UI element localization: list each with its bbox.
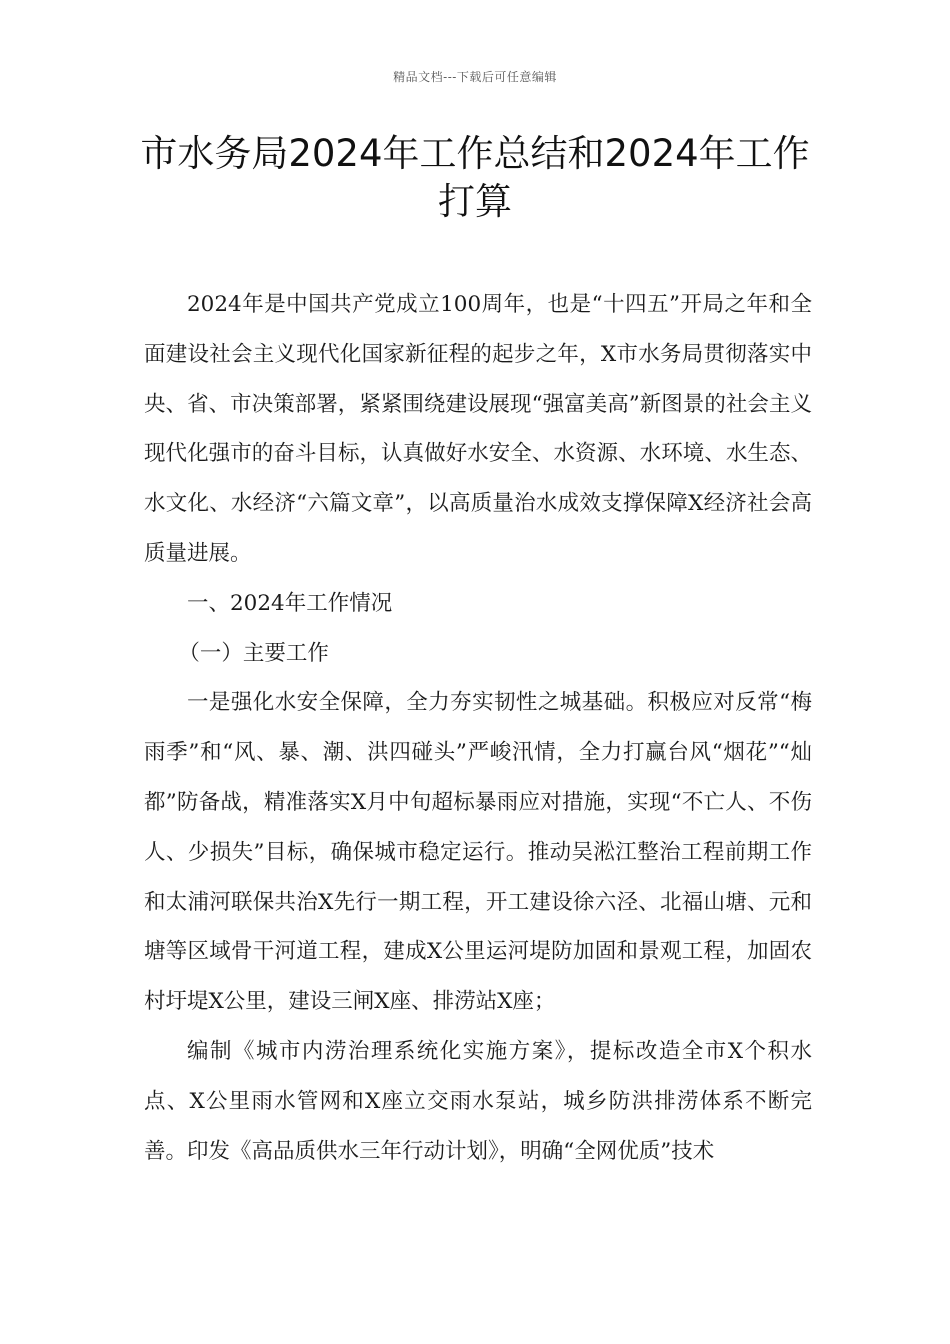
section-heading: 一、2024年工作情况	[187, 590, 393, 616]
intro-paragraph: 2024年是中国共产党成立100周年，也是“十四五”开局之年和全面建设社会主义现代化国家新征程的起步之年，X市水务局贯彻落实中央、省、市决策部署，紧紧围绕建设展现“强富美高”新图景的社会主义现代化强市的奋斗目标，认真做好水安全、水资源、水环境、水生态、水文化、水经济“六篇文章”，以高质量治水成效支撑保障X经济社会高质量进展。	[144, 292, 812, 566]
header-note: 精品文档---下载后可任意编辑	[393, 70, 557, 84]
work-item-paragraph: 编制《城市内涝治理系统化实施方案》，提标改造全市X个积水点、X公里雨水管网和X座立交雨水泵站，城乡防洪排涝体系不断完善。印发《高品质供水三年行动计划》，明确“全网优质”技术	[144, 1038, 812, 1164]
work-item-paragraph: 一是强化水安全保障，全力夯实韧性之城基础。积极应对反常“梅雨季”和“风、暴、潮、洪四碰头”严峻汛情，全力打赢台风“烟花”“灿都”防备战，精准落实X月中旬超标暴雨应对措施，实现“不亡人、不伤人、少损失”目标，确保城市稳定运行。推动吴淞江整治工程前期工作和太浦河联保共治X先行一期工程，开工建设徐六泾、北福山塘、元和塘等区域骨干河道工程，建成X公里运河堤防加固和景观工程，加固农村圩堤X公里，建设三闸X座、排涝站X座；	[144, 690, 812, 1015]
subsection-heading: （一）主要工作	[178, 640, 329, 666]
document-body	[144, 280, 812, 1176]
document-title: 市水务局2024年工作总结和2024年工作打算	[140, 132, 810, 223]
